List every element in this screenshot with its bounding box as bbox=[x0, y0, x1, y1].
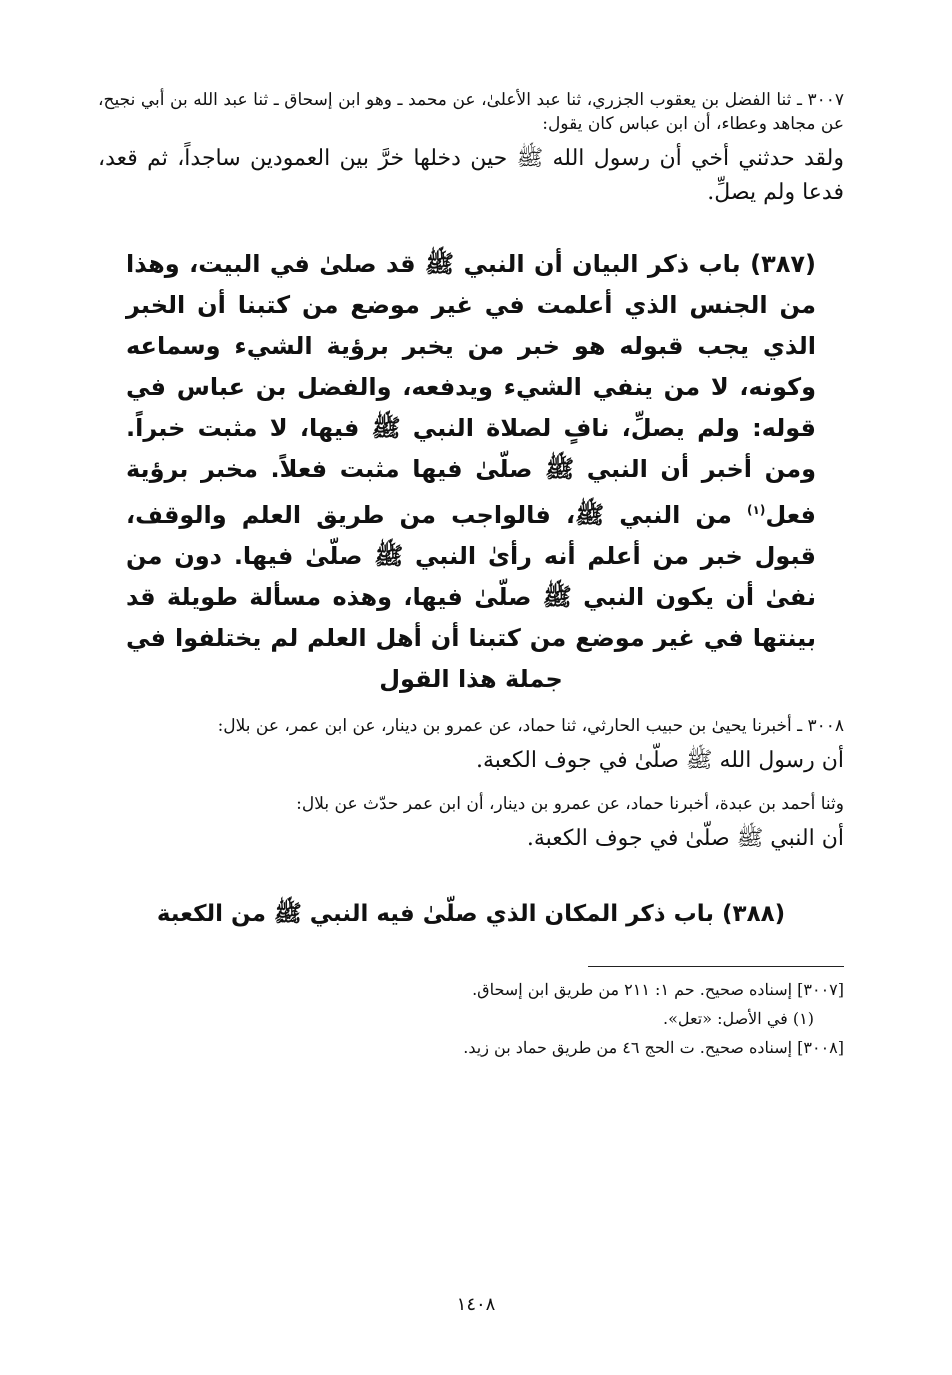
footnote-1: (١) في الأصل: «تعل». bbox=[663, 1009, 814, 1028]
page-number: ١٤٠٨ bbox=[456, 1294, 496, 1315]
page-body bbox=[98, 88, 844, 1062]
footnote-3007: [٣٠٠٧] إسناده صحيح. حم ١: ٢١١ من طريق ابن إسحاق. bbox=[472, 980, 844, 999]
hadith-3007-isnad: ٣٠٠٧ ـ ثنا الفضل بن يعقوب الجزري، ثنا عبد الأعلىٰ، عن محمد ـ وهو ابن إسحاق ـ ثنا عبد الله بن أبي نجيح، عن مجاهد وعطاء، أن ابن عباس كان يقول: bbox=[98, 90, 844, 134]
hadith-3007-text: ولقد حدثني أخي أن رسول الله ﷺ حين دخلها خرَّ بين العمودين ساجداً، ثم قعد، فدعا ولم يصلِّ. bbox=[98, 146, 844, 205]
footnote-ref-1: (١) bbox=[747, 503, 766, 517]
chapter-387-text-part2: من النبي ﷺ، فالواجب من طريق العلم والوقف، قبول خبر من أعلم أنه رأىٰ النبي ﷺ صلّىٰ فيها. دون من نفىٰ أن يكون النبي ﷺ صلّىٰ فيها، وهذه مسألة طويلة قد بينتها في غير موضع من كتبنا أن أهل العلم لم يختلفوا في جملة هذا القول bbox=[126, 501, 816, 693]
chapter-387-heading bbox=[126, 244, 816, 700]
chapter-388-heading: (٣٨٨) باب ذكر المكان الذي صلّىٰ فيه النبي ﷺ من الكعبة bbox=[156, 901, 786, 927]
hadith-3008-isnad-2: وثنا أحمد بن عبدة، أخبرنا حماد، عن عمرو بن دينار، أن ابن عمر حدّث عن بلال: bbox=[296, 794, 844, 814]
chapter-387-text-part1: (٣٨٧) باب ذكر البيان أن النبي ﷺ قد صلىٰ في البيت، وهذا من الجنس الذي أعلمت في غير موضع من كتبنا أن الخبر الذي يجب قبوله هو خبر من يخبر برؤية الشيء وسماعه وكونه، لا من ينفي الشيء ويدفعه، والفضل بن عباس في قوله: ولم يصلِّ، نافٍ لصلاة النبي ﷺ فيها، لا مثبت خبراً. ومن أخبر أن النبي ﷺ صلّىٰ فيها مثبت فعلاً. مخبر برؤية فعل bbox=[126, 250, 816, 529]
hadith-3008-text-2: أن النبي ﷺ صلّىٰ في جوف الكعبة. bbox=[526, 826, 844, 851]
hadith-3008-text: أن رسول الله ﷺ صلّىٰ في جوف الكعبة. bbox=[475, 748, 844, 773]
footnote-divider bbox=[588, 966, 844, 967]
footnote-3008: [٣٠٠٨] إسناده صحيح. ت الحج ٤٦ من طريق حماد بن زيد. bbox=[463, 1038, 844, 1057]
hadith-3008-isnad: ٣٠٠٨ ـ أخبرنا يحيىٰ بن حبيب الحارثي، ثنا حماد، عن عمرو بن دينار، عن ابن عمر، عن بلال: bbox=[217, 716, 844, 736]
